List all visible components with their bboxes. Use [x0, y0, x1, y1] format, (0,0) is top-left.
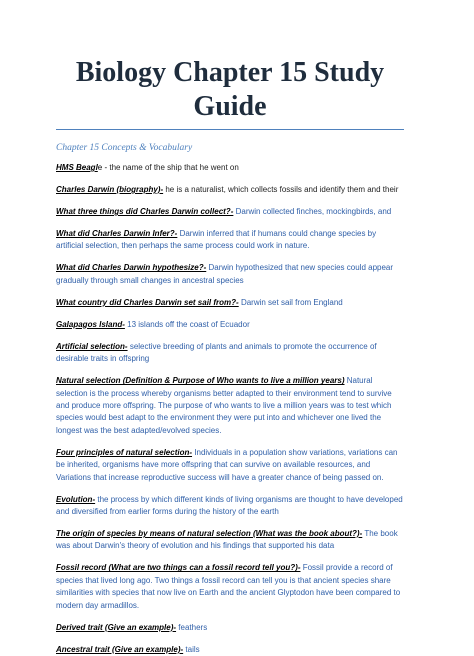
- entry-term: Charles Darwin (biography)-: [56, 185, 164, 194]
- entry-term: Four principles of natural selection-: [56, 447, 193, 457]
- entry-term: What did Charles Darwin hypothesize?-: [56, 263, 207, 273]
- list-item: [56, 447, 404, 484]
- entry-term: The origin of species by means of natural selection (What was the book about?)-: [56, 529, 363, 539]
- entry-term: Natural selection (Definition & Purpose of Who wants to live a million years): [56, 376, 345, 386]
- section-subtitle: Chapter 15 Concepts & Vocabulary: [56, 143, 193, 153]
- list-item: [56, 375, 404, 437]
- entry-term: Derived trait (Give an example)-: [56, 622, 177, 632]
- list-item: [56, 228, 404, 253]
- entry-term: HMS Beagl: [56, 163, 98, 172]
- entry-definition: he is a naturalist, which collects fossils and identify them and their: [165, 185, 399, 194]
- entry-definition: Darwin collected finches, mockingbirds, and: [235, 207, 392, 216]
- title-divider: [56, 129, 404, 130]
- list-item: [56, 528, 404, 553]
- entry-definition: Darwin set sail from England: [240, 297, 343, 307]
- entry-term: Fossil record (What are two things can a fossil record tell you?)-: [56, 563, 301, 573]
- list-item: [56, 341, 404, 366]
- list-item: [56, 562, 404, 612]
- entry-term: Galapagos Island-: [56, 319, 125, 329]
- entry-definition: tails: [185, 644, 200, 654]
- entry-term: What three things did Charles Darwin collect?-: [56, 207, 234, 216]
- entry-term: Evolution-: [56, 494, 96, 504]
- list-item: [56, 262, 404, 287]
- page-title: Biology Chapter 15 Study Guide: [75, 57, 385, 122]
- entry-definition: feathers: [178, 622, 208, 632]
- entry-definition: The book was about Darwin's theory of evolution and his findings that supported his data: [56, 529, 398, 551]
- list-item: [56, 206, 404, 218]
- entry-definition: Darwin inferred that if humans could change species by artificial selection, then perhaps the same process could work in nature.: [56, 229, 377, 251]
- entry-definition: Individuals in a population show variations, variations can be inherited, organisms have more offspring that can survive on available resources, and Variations that increase reproductive success will have a greater chance of being passed on.: [56, 447, 398, 482]
- entry-term: Artificial selection-: [56, 341, 128, 351]
- entry-definition: the process by which different kinds of living organisms are thought to have developed and diversified from earlier forms during the history of the earth: [56, 494, 403, 517]
- entry-definition: Natural selection is the process whereby organisms better adapted to their environment tend to survive and produce more offspring. The purpose of who wants to live a million years was to test which species would best adapt to the environment they were put into and whichever one lived the longest was the best adapted/evolved species.: [56, 376, 392, 435]
- entry-definition: Fossil provide a record of species that lived long ago. Two things a fossil record can tell you is that ancient species share similarities with species that now live on Earth and the ancient Glyptodon have been compared to modern day armadillos.: [56, 563, 401, 610]
- entry-separator: e -: [97, 163, 110, 172]
- list-item: [56, 184, 404, 196]
- list-item: [56, 644, 404, 656]
- entry-term: What did Charles Darwin Infer?-: [56, 229, 178, 238]
- entry-definition: Darwin hypothesized that new species could appear gradually through small changes in ancestral species: [56, 263, 394, 285]
- list-item: [56, 319, 404, 331]
- list-item: [56, 162, 404, 174]
- entry-term: Ancestral trait (Give an example)-: [56, 644, 184, 654]
- list-item: [56, 622, 404, 634]
- entry-definition: selective breeding of plants and animals to promote the occurrence of desirable traits in offspring: [56, 341, 377, 364]
- list-item: [56, 494, 404, 519]
- list-item: [56, 297, 404, 309]
- entry-definition: the name of the ship that he went on: [109, 163, 239, 172]
- entry-definition: 13 islands off the coast of Ecuador: [127, 319, 250, 329]
- entry-term: What country did Charles Darwin set sail from?-: [56, 297, 239, 307]
- vocabulary-list: [56, 162, 404, 656]
